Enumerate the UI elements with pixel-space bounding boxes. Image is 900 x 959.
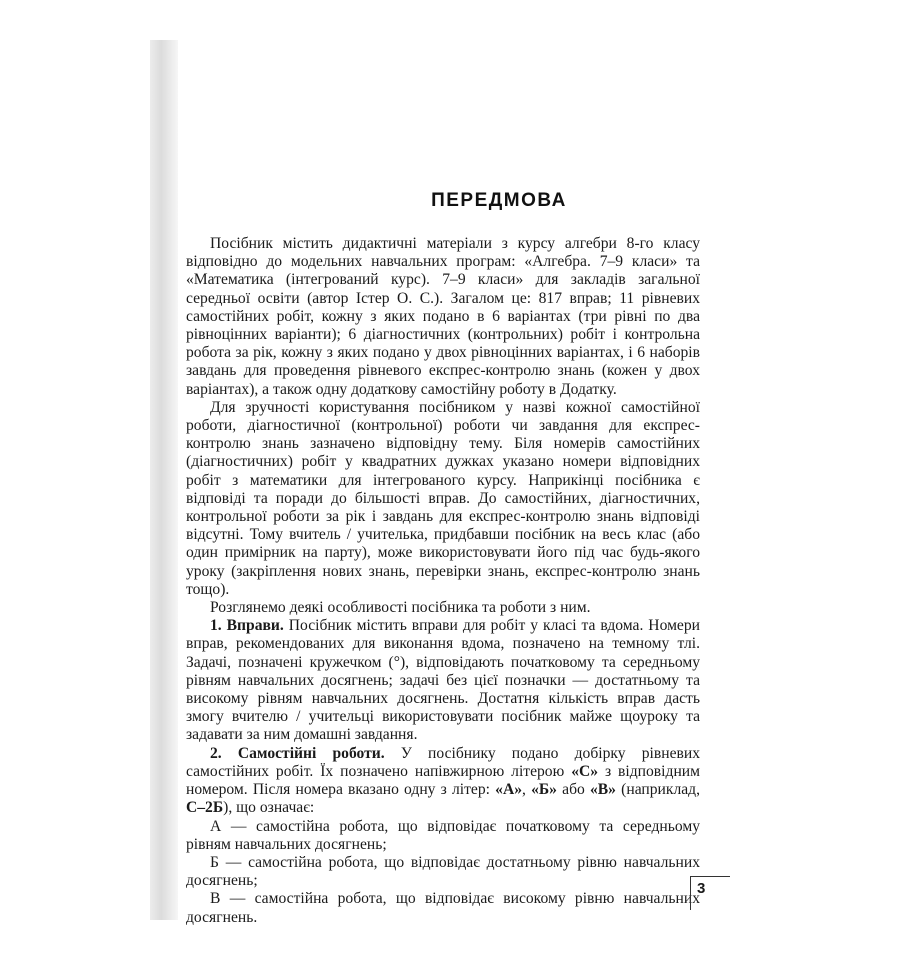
independent-works-heading: 2. Самостійні роботи.: [210, 744, 385, 762]
paragraph-usage: Для зручності користування посібником у назві кожної самостійної роботи, діагностичної (контрольної) роботи чи завдання для експрес-контролю знань зазначено відповідну тему. Біля номерів самостійних (діагностичних) робіт у квадратних дужках указано номери відповідних робіт з математики для інтегрованого курсу. Наприкінці посібника є відповіді та поради до більшості вправ. До самостійних, діагностичних, контрольної роботи за рік і завдань для експрес-контролю знань відповіді відсутні. Тому вчитель / учителька, придбавши посібник на весь клас (або один примірник на парту), може використовувати його під час будь-якого уроку (закріплення нових знань, перевірки знань, експрес-контролю знань тощо).: [186, 398, 700, 598]
independent-works-text-1: У посібнику подано добірку рівневих самостійних робіт. Їх позначено напівжирною літерою: [186, 744, 700, 780]
independent-works-text-2: з відповідним номером. Після номера вказано одну з літер:: [186, 762, 700, 799]
level-v-description: В — самостійна робота, що відповідає високому рівню навчальних досягнень.: [186, 890, 700, 926]
page-binding-shadow: [150, 40, 178, 920]
paragraph-independent-works: [186, 745, 700, 818]
body-text: [186, 235, 700, 927]
page-title: ПЕРЕДМОВА: [431, 190, 567, 211]
exercises-text: Посібник містить вправи для робіт у класі та вдома. Номери вправ, рекомендованих для виконання вдома, позначено на темному тлі. Задачі, позначені кружечком (°), відповідають початковому та середньому рівням навчальних досягнень; задачі без цієї позначки — достатньому та високому рівням навчальних досягнень. Достатня кількість вправ дасть змогу вчителю / учительці використовувати посібник майже щоуроку та задавати за ним домашні завдання.: [186, 617, 700, 744]
independent-works-text-3: (наприклад,: [615, 781, 701, 799]
separator-2: або: [556, 781, 590, 799]
example-code: С–2Б: [186, 799, 224, 817]
paragraph-intro: Посібник містить дидактичні матеріали з курсу алгебри 8-го класу відповідно до модельних навчальних програм: «Алгебра. 7–9 класи» та «Математика (інтегрований курс). 7–9 класи» для закладів загальної середньої освіти (автор Істер О. С.). Загалом це: 817 вправ; 11 рівневих самостійних робіт, кожну з яких подано в 6 варіантах (три рівні по два рівноцінних варіанти); 6 діагностичних (контрольних) робіт і контрольна робота за рік, кожну з яких подано у двох рівноцінних варіантах, і 6 наборів завдань для проведення рівневого експрес-контролю знань (кожен у двох варіантах), а також одну додаткову самостійну роботу в Додатку.: [186, 235, 700, 398]
letter-b: «Б»: [531, 781, 557, 799]
level-b-description: Б — самостійна робота, що відповідає достатньому рівню навчальних досягнень;: [186, 853, 700, 890]
paragraph-exercises: [186, 617, 700, 744]
letter-a: «А»: [495, 781, 522, 799]
separator-1: ,: [522, 781, 532, 799]
paragraph-features: Розглянемо деякі особливості посібника та роботи з ним.: [210, 599, 591, 617]
letter-v: «В»: [589, 781, 616, 799]
exercises-heading: 1. Вправи.: [210, 617, 284, 635]
independent-works-text-4: ), що означає:: [223, 799, 315, 817]
level-a-description: А — самостійна робота, що відповідає початковому та середньому рівням навчальних досягнень;: [186, 817, 700, 853]
document-page: [178, 0, 900, 959]
letter-c: «С»: [571, 762, 599, 780]
page-number: 3: [690, 876, 730, 910]
